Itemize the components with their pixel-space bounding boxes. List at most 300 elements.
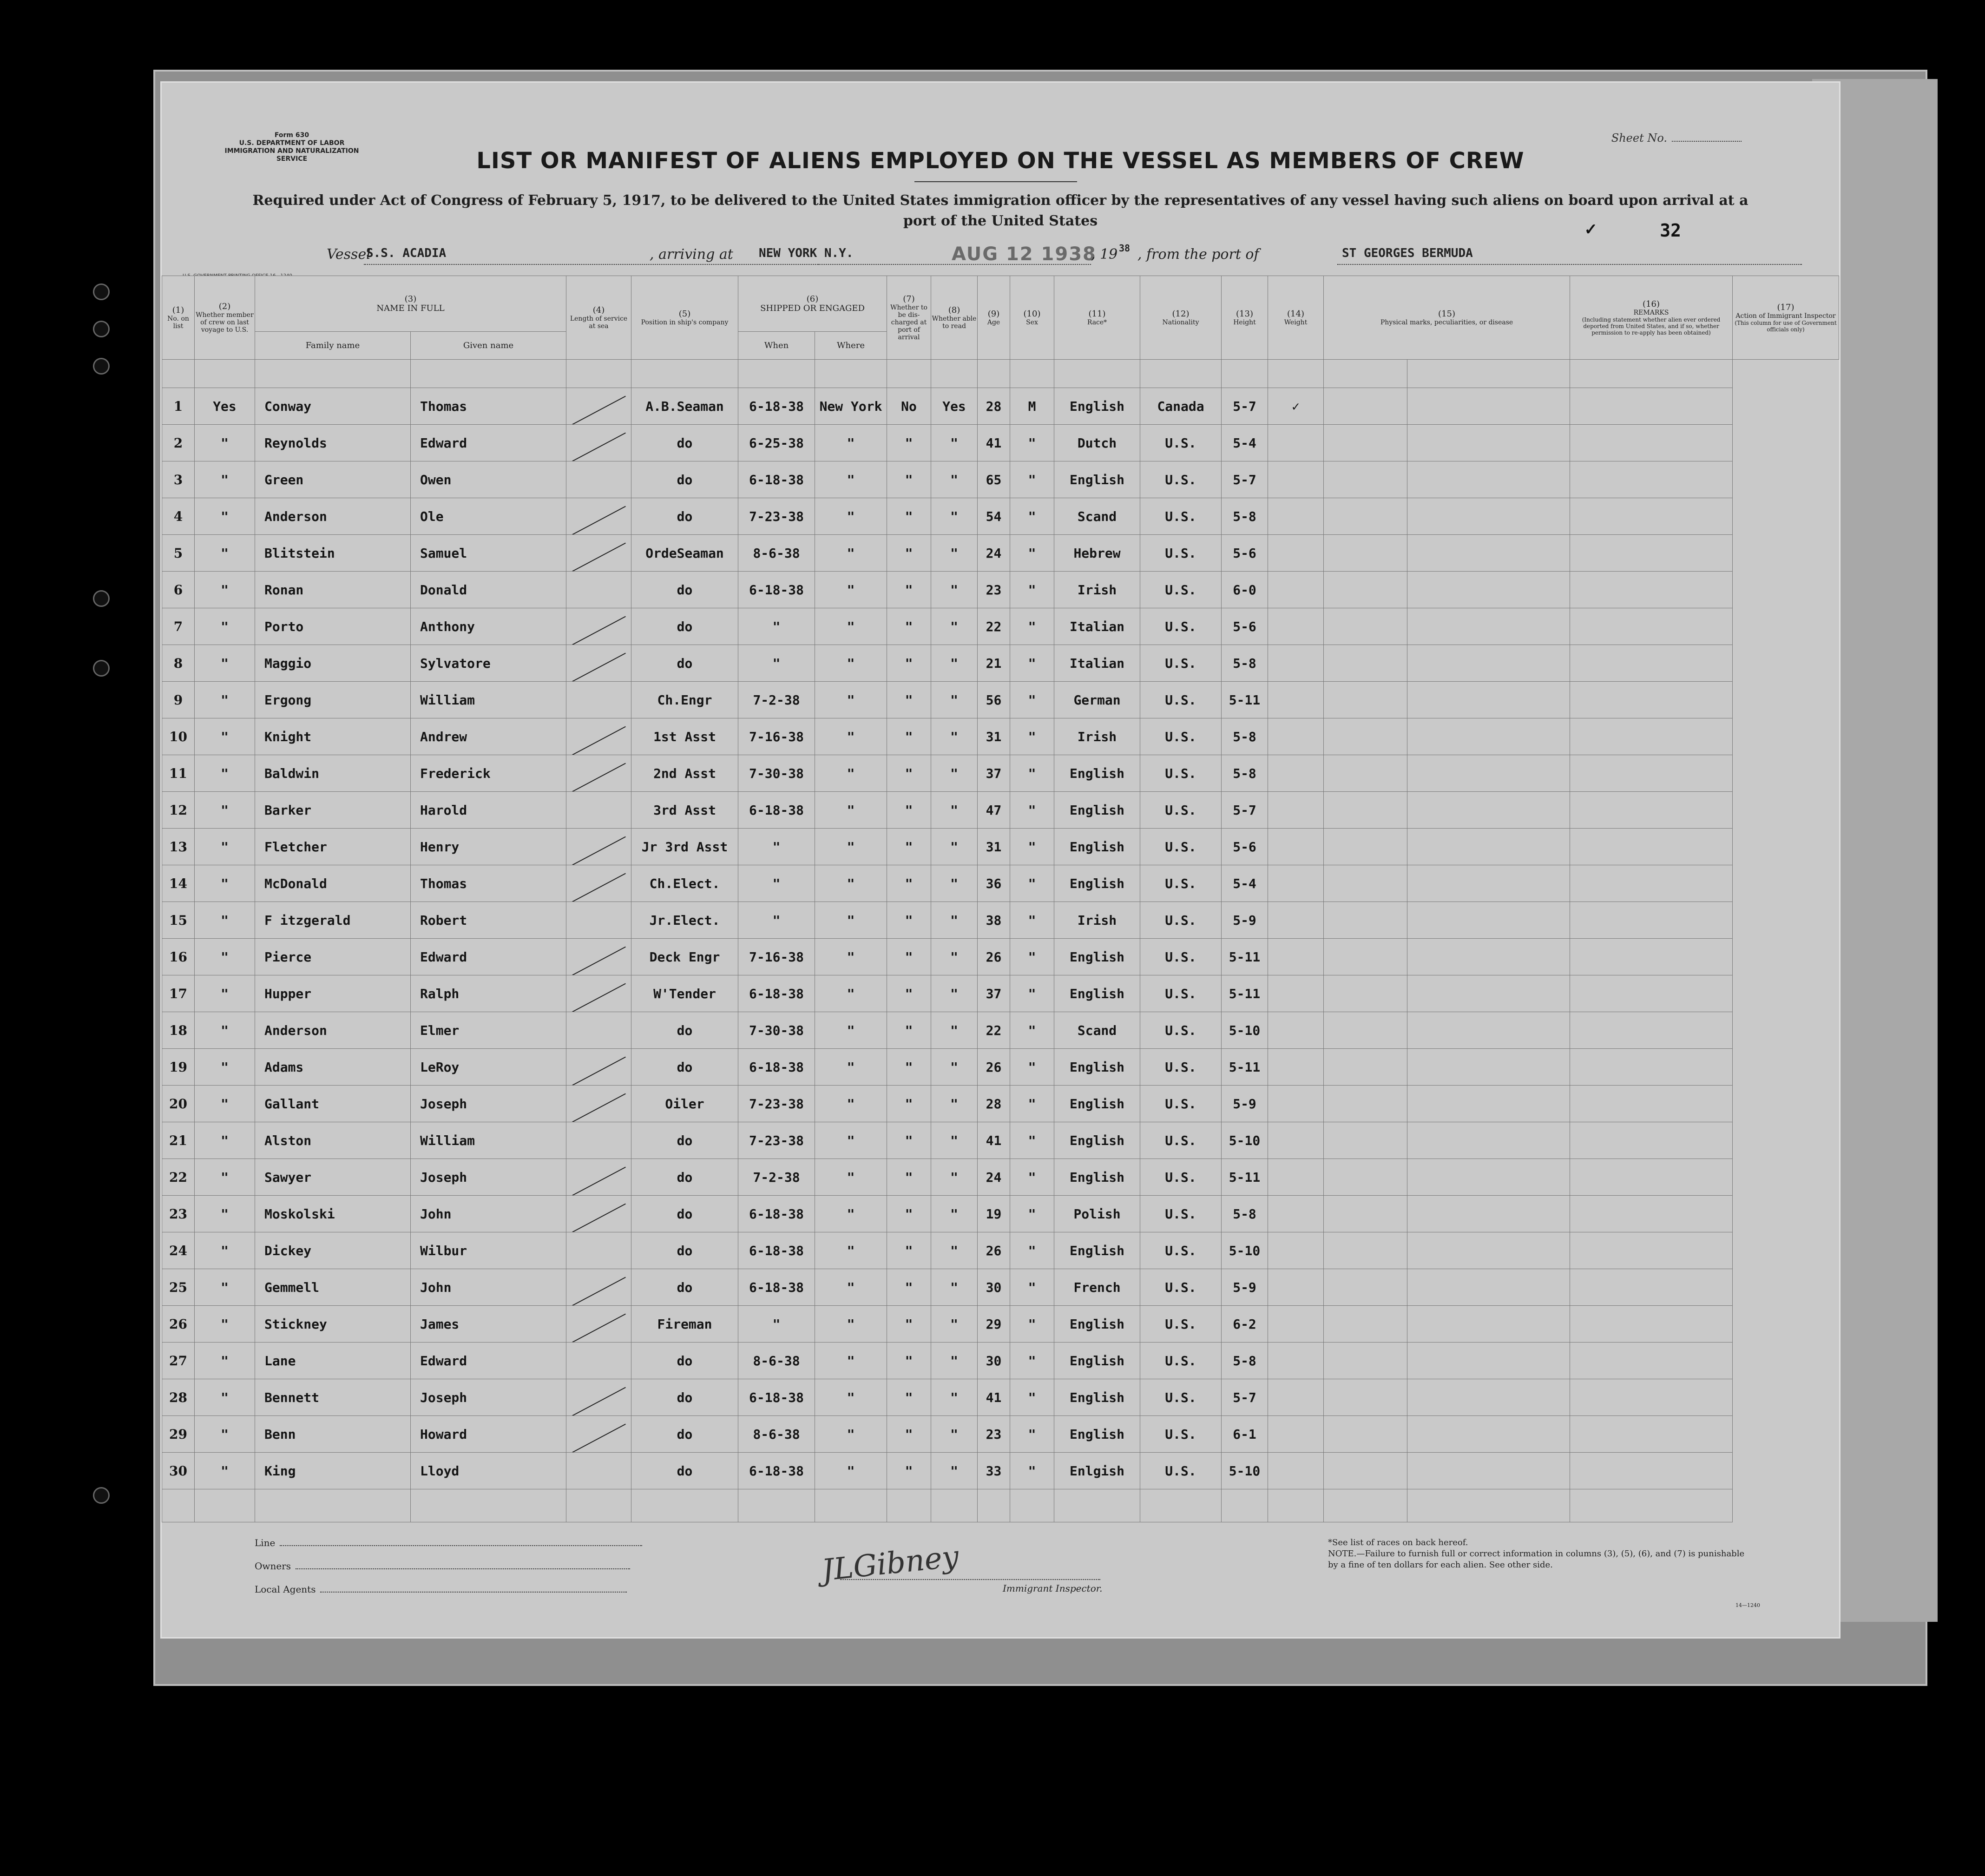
- pen-slash-mark: [572, 1277, 626, 1305]
- remarks-cell: [1407, 1159, 1570, 1196]
- remarks-cell: [1407, 755, 1570, 792]
- age-cell: 41: [978, 425, 1010, 461]
- able-to-read-cell: ": [931, 1343, 978, 1379]
- inspector-action-cell: [1570, 1012, 1733, 1049]
- inspector-action-cell: [1570, 461, 1733, 498]
- able-to-read-cell: ": [931, 1196, 978, 1232]
- pen-slash-mark: [572, 873, 626, 902]
- discharged-cell: ": [887, 1122, 931, 1159]
- line-field: [255, 1537, 642, 1548]
- position-cell: do: [631, 608, 738, 645]
- inspector-action-cell: [1570, 682, 1733, 718]
- line-label: Line: [255, 1537, 276, 1548]
- age-cell: 28: [978, 388, 1010, 425]
- weight-cell: [1268, 792, 1324, 829]
- inspector-action-cell: [1570, 1416, 1733, 1453]
- table-row: [162, 939, 1839, 975]
- table-row: [162, 535, 1839, 572]
- sex-cell: ": [1010, 975, 1054, 1012]
- physical-marks-cell: [1324, 1012, 1407, 1049]
- service-length-cell: [566, 1453, 631, 1489]
- row-number-cell: 9: [162, 682, 195, 718]
- table-row: [162, 388, 1839, 425]
- race-cell: English: [1054, 1122, 1140, 1159]
- weight-cell: [1268, 1049, 1324, 1086]
- table-row: [162, 645, 1839, 682]
- able-to-read-cell: ": [931, 1012, 978, 1049]
- physical-marks-cell: [1324, 1086, 1407, 1122]
- age-cell: 23: [978, 572, 1010, 608]
- shipped-where-cell: ": [815, 1049, 887, 1086]
- inspector-action-cell: [1570, 1269, 1733, 1306]
- discharged-cell: ": [887, 975, 931, 1012]
- able-to-read-cell: ": [931, 1049, 978, 1086]
- sex-cell: ": [1010, 718, 1054, 755]
- shipped-where-cell: ": [815, 1379, 887, 1416]
- position-cell: Jr.Elect.: [631, 902, 738, 939]
- table-row: [162, 755, 1839, 792]
- empty-cell: [1407, 1489, 1570, 1522]
- physical-marks-cell: [1324, 1196, 1407, 1232]
- position-cell: OrdeSeaman: [631, 535, 738, 572]
- crew-last-voyage-cell: ": [195, 718, 255, 755]
- nationality-cell: U.S.: [1140, 975, 1222, 1012]
- position-cell: do: [631, 1122, 738, 1159]
- shipped-when-cell: 7-16-38: [738, 939, 815, 975]
- row-number-cell: 15: [162, 902, 195, 939]
- service-length-cell: [566, 535, 631, 572]
- empty-cell: [1268, 1489, 1324, 1522]
- given-name-cell: Joseph: [411, 1379, 566, 1416]
- position-cell: do: [631, 1269, 738, 1306]
- shipped-when-cell: 7-23-38: [738, 1086, 815, 1122]
- inspector-action-cell: [1570, 975, 1733, 1012]
- nationality-cell: U.S.: [1140, 572, 1222, 608]
- sex-cell: ": [1010, 1159, 1054, 1196]
- remarks-cell: [1407, 608, 1570, 645]
- given-name-cell: Lloyd: [411, 1453, 566, 1489]
- discharged-cell: ": [887, 1453, 931, 1489]
- pen-slash-mark: [572, 1093, 626, 1122]
- nationality-cell: U.S.: [1140, 1269, 1222, 1306]
- age-cell: 56: [978, 682, 1010, 718]
- remarks-cell: [1407, 572, 1570, 608]
- service-length-cell: [566, 902, 631, 939]
- physical-marks-cell: [1324, 461, 1407, 498]
- inspector-action-cell: [1570, 645, 1733, 682]
- given-name-cell: Henry: [411, 829, 566, 865]
- family-name-cell: Baldwin: [255, 755, 411, 792]
- shipped-where-cell: ": [815, 829, 887, 865]
- able-to-read-cell: ": [931, 425, 978, 461]
- shipped-when-cell: 6-18-38: [738, 792, 815, 829]
- service-length-cell: [566, 1343, 631, 1379]
- nationality-cell: U.S.: [1140, 1379, 1222, 1416]
- table-row: [162, 1232, 1839, 1269]
- remarks-cell: [1407, 902, 1570, 939]
- row-number-cell: 17: [162, 975, 195, 1012]
- remarks-cell: [1407, 425, 1570, 461]
- weight-cell: [1268, 608, 1324, 645]
- shipped-when-cell: 6-18-38: [738, 1453, 815, 1489]
- height-cell: 5-8: [1222, 645, 1268, 682]
- physical-marks-cell: [1324, 792, 1407, 829]
- sheet-number-label: Sheet No.: [1611, 132, 1667, 145]
- height-cell: 5-8: [1222, 718, 1268, 755]
- age-cell: 22: [978, 1012, 1010, 1049]
- row-number-cell: 29: [162, 1416, 195, 1453]
- crew-manifest-table: [162, 276, 1839, 1522]
- row-number-cell: 11: [162, 755, 195, 792]
- height-cell: 5-4: [1222, 865, 1268, 902]
- row-number-cell: 25: [162, 1269, 195, 1306]
- position-cell: do: [631, 498, 738, 535]
- remarks-cell: [1407, 1232, 1570, 1269]
- empty-cell: [978, 1489, 1010, 1522]
- shipped-where-cell: ": [815, 939, 887, 975]
- physical-marks-cell: [1324, 535, 1407, 572]
- able-to-read-cell: ": [931, 939, 978, 975]
- inspector-action-cell: [1570, 388, 1733, 425]
- nationality-cell: U.S.: [1140, 1012, 1222, 1049]
- age-cell: 23: [978, 1416, 1010, 1453]
- given-name-cell: Robert: [411, 902, 566, 939]
- sex-cell: ": [1010, 1379, 1054, 1416]
- shipped-where-cell: ": [815, 755, 887, 792]
- position-cell: do: [631, 1343, 738, 1379]
- empty-cell: [162, 1489, 195, 1522]
- nationality-cell: U.S.: [1140, 1159, 1222, 1196]
- family-name-cell: Knight: [255, 718, 411, 755]
- inspector-action-cell: [1570, 792, 1733, 829]
- shipped-when-cell: ": [738, 608, 815, 645]
- given-name-cell: Samuel: [411, 535, 566, 572]
- service-length-cell: [566, 388, 631, 425]
- col-discharged-header: (7) Whether to be dis-charged at port of arrival: [887, 276, 931, 360]
- height-cell: 5-7: [1222, 792, 1268, 829]
- inspector-action-cell: [1570, 425, 1733, 461]
- age-cell: 37: [978, 975, 1010, 1012]
- table-row: [162, 1379, 1839, 1416]
- sex-cell: ": [1010, 1453, 1054, 1489]
- physical-marks-cell: [1324, 902, 1407, 939]
- from-port-label: , from the port of: [1137, 246, 1259, 263]
- age-cell: 24: [978, 535, 1010, 572]
- able-to-read-cell: ": [931, 572, 978, 608]
- service-length-cell: [566, 718, 631, 755]
- empty-cell: [931, 1489, 978, 1522]
- pen-slash-mark: [572, 1166, 626, 1195]
- position-cell: Jr 3rd Asst: [631, 829, 738, 865]
- nationality-cell: U.S.: [1140, 461, 1222, 498]
- weight-cell: [1268, 1453, 1324, 1489]
- col-name-header: (3) NAME IN FULL: [255, 276, 566, 332]
- crew-last-voyage-cell: ": [195, 1343, 255, 1379]
- row-number-cell: 14: [162, 865, 195, 902]
- table-blank-row: [162, 1489, 1839, 1522]
- position-cell: Ch.Engr: [631, 682, 738, 718]
- height-cell: 5-8: [1222, 1343, 1268, 1379]
- sex-cell: ": [1010, 535, 1054, 572]
- remarks-cell: [1407, 645, 1570, 682]
- height-cell: 5-6: [1222, 829, 1268, 865]
- weight-cell: [1268, 902, 1324, 939]
- col-read-header: (8) Whether able to read: [931, 276, 978, 360]
- family-name-cell: Green: [255, 461, 411, 498]
- given-name-cell: Ralph: [411, 975, 566, 1012]
- age-cell: 30: [978, 1343, 1010, 1379]
- age-cell: 65: [978, 461, 1010, 498]
- empty-cell: [1222, 1489, 1268, 1522]
- position-cell: 1st Asst: [631, 718, 738, 755]
- age-cell: 36: [978, 865, 1010, 902]
- able-to-read-cell: ": [931, 792, 978, 829]
- service-length-cell: [566, 1196, 631, 1232]
- age-cell: 30: [978, 1269, 1010, 1306]
- physical-marks-cell: [1324, 682, 1407, 718]
- shipped-when-cell: 7-2-38: [738, 1159, 815, 1196]
- position-cell: do: [631, 572, 738, 608]
- col-shipped-header: (6) SHIPPED OR ENGAGED: [738, 276, 887, 332]
- given-name-cell: Wilbur: [411, 1232, 566, 1269]
- age-cell: 31: [978, 829, 1010, 865]
- crew-last-voyage-cell: ": [195, 1232, 255, 1269]
- race-cell: English: [1054, 865, 1140, 902]
- remarks-cell: [1407, 388, 1570, 425]
- crew-last-voyage-cell: ": [195, 1453, 255, 1489]
- discharged-cell: ": [887, 572, 931, 608]
- table-row: [162, 1416, 1839, 1453]
- discharged-cell: ": [887, 755, 931, 792]
- row-number-cell: 2: [162, 425, 195, 461]
- row-number-cell: 5: [162, 535, 195, 572]
- able-to-read-cell: Yes: [931, 388, 978, 425]
- nationality-cell: U.S.: [1140, 1196, 1222, 1232]
- inspector-action-cell: [1570, 718, 1733, 755]
- able-to-read-cell: ": [931, 608, 978, 645]
- height-cell: 5-11: [1222, 1049, 1268, 1086]
- col-family-header: Family name: [255, 332, 411, 360]
- physical-marks-cell: [1324, 1416, 1407, 1453]
- nationality-cell: U.S.: [1140, 535, 1222, 572]
- age-cell: 31: [978, 718, 1010, 755]
- given-name-cell: Frederick: [411, 755, 566, 792]
- pen-slash-mark: [572, 616, 626, 645]
- discharged-cell: ": [887, 1159, 931, 1196]
- height-cell: 5-6: [1222, 608, 1268, 645]
- col-position-header: (5) Position in ship's company: [631, 276, 738, 360]
- pen-slash-mark: [572, 836, 626, 865]
- height-cell: 5-11: [1222, 939, 1268, 975]
- col-remarks-header: (16) REMARKS (Including statement whether alien ever ordered deported from United States, and if so, whether permission to re-apply has been obtained): [1570, 276, 1733, 360]
- arrival-date-stamp: AUG 12 1938: [952, 244, 1097, 265]
- race-cell: French: [1054, 1269, 1140, 1306]
- row-number-cell: 22: [162, 1159, 195, 1196]
- remarks-cell: [1407, 1196, 1570, 1232]
- shipped-when-cell: 8-6-38: [738, 535, 815, 572]
- physical-marks-cell: [1324, 388, 1407, 425]
- discharged-cell: ": [887, 498, 931, 535]
- position-cell: Deck Engr: [631, 939, 738, 975]
- position-cell: do: [631, 425, 738, 461]
- race-cell: English: [1054, 1343, 1140, 1379]
- physical-marks-cell: [1324, 1049, 1407, 1086]
- height-cell: 5-11: [1222, 1159, 1268, 1196]
- age-cell: 26: [978, 939, 1010, 975]
- discharged-cell: ": [887, 1086, 931, 1122]
- shipped-where-cell: ": [815, 535, 887, 572]
- shipped-where-cell: ": [815, 1086, 887, 1122]
- shipped-where-cell: ": [815, 1416, 887, 1453]
- able-to-read-cell: ": [931, 498, 978, 535]
- physical-marks-cell: [1324, 755, 1407, 792]
- inspector-action-cell: [1570, 939, 1733, 975]
- service-length-cell: [566, 461, 631, 498]
- position-cell: do: [631, 1453, 738, 1489]
- given-name-cell: Andrew: [411, 718, 566, 755]
- discharged-cell: ": [887, 792, 931, 829]
- col-age-header: (9) Age: [978, 276, 1010, 360]
- empty-cell: [815, 1489, 887, 1522]
- col-height-header: (13) Height: [1222, 276, 1268, 360]
- table-row: [162, 1012, 1839, 1049]
- nationality-cell: U.S.: [1140, 1306, 1222, 1343]
- position-cell: Ch.Elect.: [631, 865, 738, 902]
- height-cell: 5-10: [1222, 1122, 1268, 1159]
- table-row: [162, 902, 1839, 939]
- able-to-read-cell: ": [931, 1416, 978, 1453]
- shipped-when-cell: 6-18-38: [738, 1049, 815, 1086]
- shipped-when-cell: 7-23-38: [738, 498, 815, 535]
- nationality-cell: U.S.: [1140, 682, 1222, 718]
- discharged-cell: ": [887, 865, 931, 902]
- service-length-cell: [566, 829, 631, 865]
- empty-cell: [1570, 1489, 1733, 1522]
- nationality-cell: U.S.: [1140, 718, 1222, 755]
- pen-slash-mark: [572, 1387, 626, 1415]
- remarks-cell: [1407, 939, 1570, 975]
- shipped-when-cell: 6-18-38: [738, 1269, 815, 1306]
- age-cell: 24: [978, 1159, 1010, 1196]
- physical-marks-cell: [1324, 608, 1407, 645]
- sex-cell: ": [1010, 939, 1054, 975]
- binder-hole: [93, 660, 110, 677]
- sex-cell: ": [1010, 1343, 1054, 1379]
- crew-last-voyage-cell: ": [195, 1122, 255, 1159]
- shipped-where-cell: ": [815, 1196, 887, 1232]
- discharged-cell: ": [887, 1196, 931, 1232]
- race-cell: German: [1054, 682, 1140, 718]
- age-cell: 54: [978, 498, 1010, 535]
- race-cell: English: [1054, 461, 1140, 498]
- shipped-where-cell: ": [815, 425, 887, 461]
- sex-cell: ": [1010, 792, 1054, 829]
- nationality-cell: U.S.: [1140, 425, 1222, 461]
- service-length-cell: [566, 1012, 631, 1049]
- sex-cell: ": [1010, 1306, 1054, 1343]
- crew-last-voyage-cell: ": [195, 939, 255, 975]
- race-cell: Hebrew: [1054, 535, 1140, 572]
- pen-slash-mark: [572, 1423, 626, 1452]
- crew-last-voyage-cell: ": [195, 425, 255, 461]
- crew-last-voyage-cell: ": [195, 535, 255, 572]
- inspector-action-cell: [1570, 1122, 1733, 1159]
- given-name-cell: John: [411, 1269, 566, 1306]
- form-notes: [1328, 1537, 1746, 1571]
- weight-cell: [1268, 1086, 1324, 1122]
- inspector-action-cell: [1570, 498, 1733, 535]
- col-where-header: Where: [815, 332, 887, 360]
- row-number-cell: 20: [162, 1086, 195, 1122]
- crew-last-voyage-cell: ": [195, 608, 255, 645]
- weight-cell: [1268, 1416, 1324, 1453]
- form-code: 14—1240: [1735, 1602, 1760, 1608]
- weight-cell: [1268, 1269, 1324, 1306]
- row-number-cell: 13: [162, 829, 195, 865]
- given-name-cell: Joseph: [411, 1086, 566, 1122]
- family-name-cell: Blitstein: [255, 535, 411, 572]
- row-number-cell: 7: [162, 608, 195, 645]
- family-name-cell: McDonald: [255, 865, 411, 902]
- service-length-cell: [566, 755, 631, 792]
- pen-slash-mark: [572, 506, 626, 534]
- crew-last-voyage-cell: ": [195, 1379, 255, 1416]
- empty-cell: [887, 1489, 931, 1522]
- family-name-cell: Porto: [255, 608, 411, 645]
- binder-hole: [93, 590, 110, 607]
- inspector-action-cell: [1570, 608, 1733, 645]
- service-length-cell: [566, 1416, 631, 1453]
- inspector-action-cell: [1570, 1049, 1733, 1086]
- race-cell: English: [1054, 829, 1140, 865]
- inspector-action-cell: [1570, 572, 1733, 608]
- given-name-cell: Anthony: [411, 608, 566, 645]
- discharged-cell: ": [887, 829, 931, 865]
- year-value: 38: [1119, 243, 1131, 254]
- table-row: [162, 1049, 1839, 1086]
- given-name-cell: Elmer: [411, 1012, 566, 1049]
- page-title: LIST OR MANIFEST OF ALIENS EMPLOYED ON THE VESSEL AS MEMBERS OF CREW: [476, 148, 1525, 174]
- pen-slash-mark: [572, 946, 626, 975]
- given-name-cell: Edward: [411, 1343, 566, 1379]
- sex-cell: ": [1010, 865, 1054, 902]
- sex-cell: ": [1010, 1232, 1054, 1269]
- discharged-cell: No: [887, 388, 931, 425]
- col-crew-header: (2) Whether member of crew on last voyage to U.S.: [195, 276, 255, 360]
- weight-cell: [1268, 1122, 1324, 1159]
- given-name-cell: William: [411, 682, 566, 718]
- shipped-where-cell: ": [815, 645, 887, 682]
- age-cell: 19: [978, 1196, 1010, 1232]
- able-to-read-cell: ": [931, 1453, 978, 1489]
- sex-cell: M: [1010, 388, 1054, 425]
- inspector-action-cell: [1570, 902, 1733, 939]
- discharged-cell: ": [887, 939, 931, 975]
- table-spacer-row: [162, 360, 1839, 388]
- service-length-cell: [566, 682, 631, 718]
- race-cell: English: [1054, 1086, 1140, 1122]
- shipped-where-cell: ": [815, 1269, 887, 1306]
- remarks-cell: [1407, 1379, 1570, 1416]
- sheet-number-field: [1611, 132, 1742, 145]
- height-cell: 5-9: [1222, 902, 1268, 939]
- row-number-cell: 27: [162, 1343, 195, 1379]
- shipped-when-cell: 7-30-38: [738, 755, 815, 792]
- crew-last-voyage-cell: ": [195, 792, 255, 829]
- given-name-cell: Edward: [411, 425, 566, 461]
- remarks-cell: [1407, 1049, 1570, 1086]
- weight-cell: [1268, 1306, 1324, 1343]
